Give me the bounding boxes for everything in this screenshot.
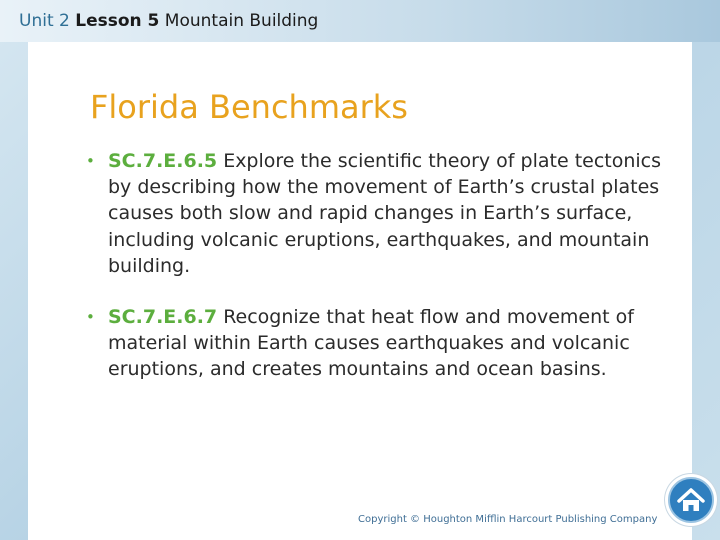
bullet-dot-icon: • [86, 308, 95, 327]
copyright-notice: Copyright © Houghton Mifflin Harcourt Publishing Company [358, 514, 658, 525]
header-unit: Unit 2 [19, 11, 70, 31]
slide-title: Florida Benchmarks [90, 88, 408, 126]
home-icon [665, 474, 717, 526]
header-lesson: Lesson 5 [75, 11, 160, 31]
home-button[interactable] [665, 474, 717, 526]
benchmark-code: SC.7.E.6.5 [108, 150, 218, 172]
benchmark-code: SC.7.E.6.7 [108, 306, 218, 329]
slide-content [28, 42, 692, 540]
bullet-dot-icon: • [86, 152, 95, 170]
benchmark-text: Explore the scientific theory of plate tectonics by describing how the movement of Earth’s crustal plates causes both slow and rapid changes in Earth’s surface, including volcanic eruptions, earthquakes, and mountain building. [108, 150, 662, 277]
header-title [19, 10, 318, 32]
slide-header [0, 0, 720, 42]
benchmark-list [86, 148, 676, 408]
benchmark-item [86, 304, 676, 383]
header-topic: Mountain Building [164, 11, 319, 31]
benchmark-text: Recognize that heat flow and movement of material within Earth causes earthquakes and volcanic eruptions, and creates mountains and ocean basins. [108, 306, 634, 381]
benchmark-item [86, 148, 676, 279]
